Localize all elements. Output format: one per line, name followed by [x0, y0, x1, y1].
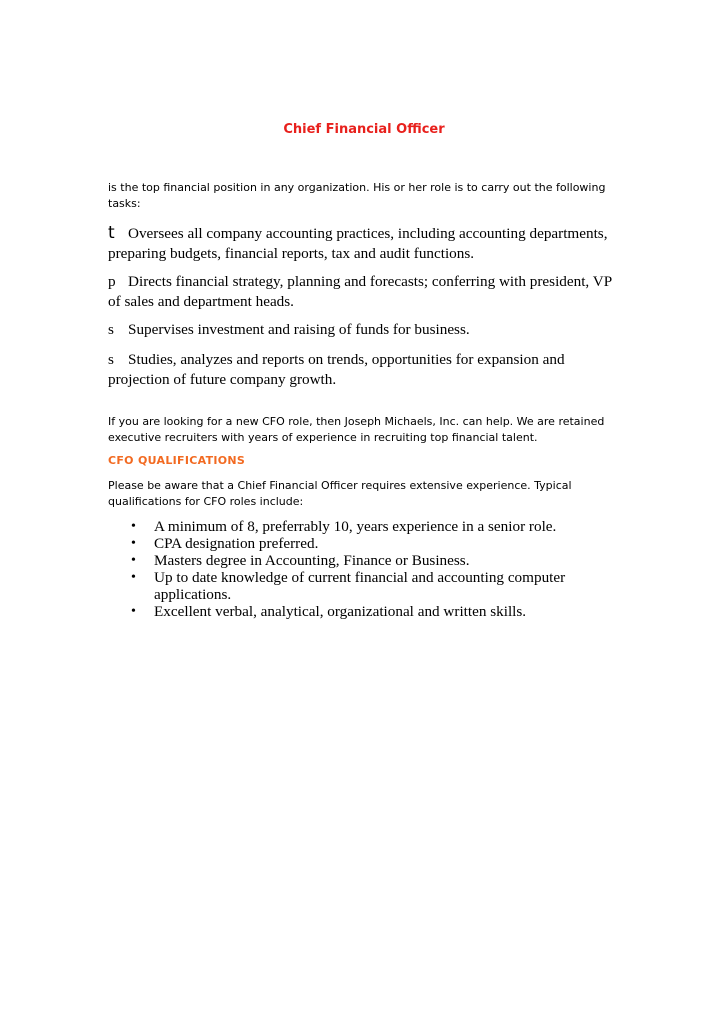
- bullet-icon: •: [131, 536, 136, 551]
- qualifications-list: [112, 518, 582, 620]
- task-marker: p: [108, 273, 116, 290]
- recruit-paragraph: If you are looking for a new CFO role, then Joseph Michaels, Inc. can help. We are retained executive recruiters with years of experience in recruiting top financial talent.: [108, 415, 605, 444]
- task-marker: s: [108, 351, 114, 368]
- qualification-item: [112, 518, 582, 535]
- task-item: [108, 223, 624, 264]
- intro-paragraph: is the top financial position in any organization. His or her role is to carry out the following tasks:: [108, 181, 606, 210]
- page-title: Chief Financial Officer: [283, 122, 445, 137]
- qualification-text: Excellent verbal, analytical, organizational and written skills.: [154, 603, 527, 620]
- task-text: Oversees all company accounting practices, including accounting departments, preparing budgets, financial reports, tax and audit functions.: [108, 225, 608, 262]
- qualification-text: A minimum of 8, preferrably 10, years experience in a senior role.: [154, 518, 557, 535]
- bullet-icon: •: [131, 519, 136, 534]
- task-text: Studies, analyzes and reports on trends, opportunities for expansion and projection of future company growth.: [108, 351, 565, 388]
- bullet-icon: •: [131, 553, 136, 568]
- task-item: [108, 272, 624, 312]
- task-text: Directs financial strategy, planning and forecasts; conferring with president, VP of sales and department heads.: [108, 273, 612, 310]
- qualification-item: [112, 569, 582, 603]
- qualification-text: Masters degree in Accounting, Finance or Business.: [154, 552, 470, 569]
- qualification-text: Up to date knowledge of current financial and accounting computer applications.: [154, 569, 566, 603]
- task-text: Supervises investment and raising of funds for business.: [128, 321, 470, 338]
- task-marker: s: [108, 321, 114, 338]
- bullet-icon: •: [131, 570, 136, 585]
- qualification-text: CPA designation preferred.: [154, 535, 319, 552]
- task-marker: t: [108, 223, 115, 243]
- qualifications-intro: Please be aware that a Chief Financial Officer requires extensive experience. Typical qualifications for CFO roles include:: [108, 479, 572, 508]
- bullet-icon: •: [131, 604, 136, 619]
- qualification-item: [112, 535, 582, 552]
- qualification-item: [112, 603, 582, 620]
- task-item: [108, 320, 624, 340]
- qualification-item: [112, 552, 582, 569]
- task-item: [108, 350, 624, 390]
- qualifications-heading: CFO QUALIFICATIONS: [108, 454, 246, 467]
